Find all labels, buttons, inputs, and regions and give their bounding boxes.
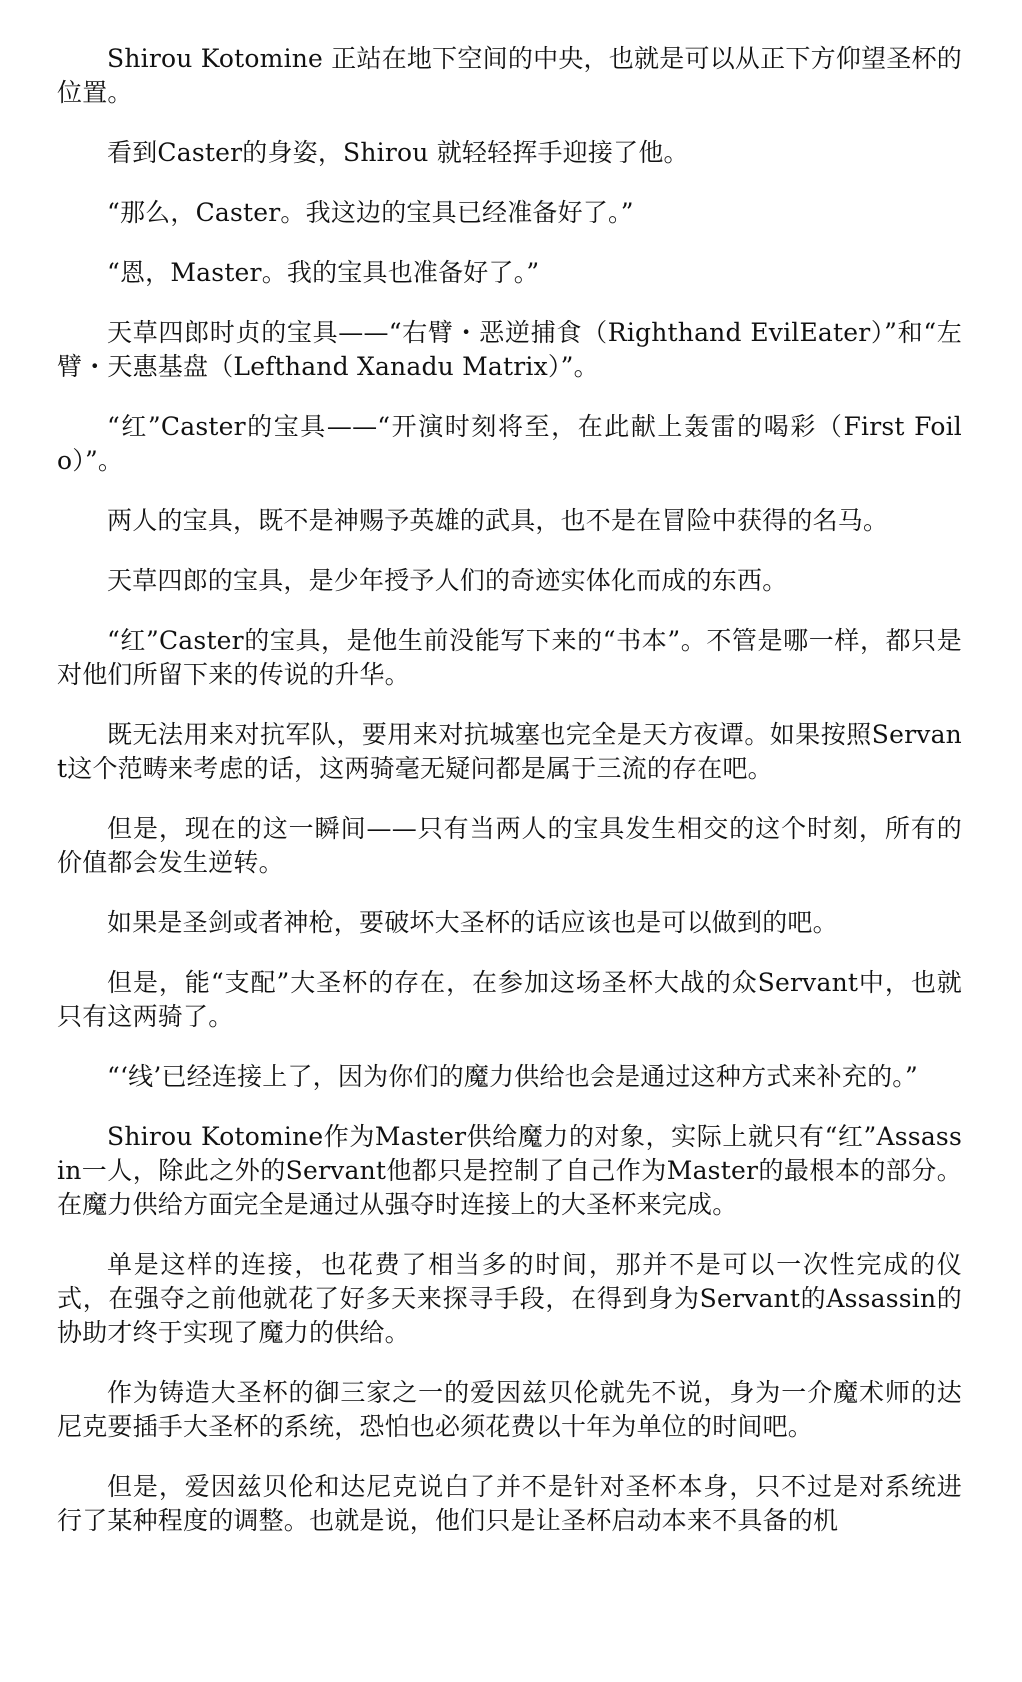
paragraph: “恩，Master。我的宝具也准备好了。” bbox=[107, 258, 540, 287]
paragraph: Shirou Kotomine作为Master供给魔力的对象，实际上就只有“红”Assassin一人，除此之外的Servant他都只是控制了自己作为Master的最根本的部分。在魔力供给方面完全是通过从强夺时连接上的大圣杯来完成。 bbox=[57, 1122, 962, 1219]
paragraph: 如果是圣剑或者神枪，要破坏大圣杯的话应该也是可以做到的吧。 bbox=[107, 908, 838, 937]
paragraph: 单是这样的连接，也花费了相当多的时间，那并不是可以一次性完成的仪式，在强夺之前他就花了好多天来探寻手段，在得到身为Servant的Assassin的协助才终于实现了魔力的供给。 bbox=[57, 1250, 962, 1347]
paragraph: “红”Caster的宝具——“开演时刻将至，在此献上轰雷的喝彩（First Foilo）”。 bbox=[57, 412, 962, 475]
paragraph: 但是，爱因兹贝伦和达尼克说白了并不是针对圣杯本身，只不过是对系统进行了某种程度的调整。也就是说，他们只是让圣杯启动本来不具备的机 bbox=[57, 1472, 962, 1535]
paragraph: 但是，现在的这一瞬间——只有当两人的宝具发生相交的这个时刻，所有的价值都会发生逆转。 bbox=[57, 814, 962, 877]
document-page bbox=[57, 42, 962, 1564]
paragraph: 两人的宝具，既不是神赐予英雄的武具，也不是在冒险中获得的名马。 bbox=[107, 506, 889, 535]
paragraph: 看到Caster的身姿，Shirou 就轻轻挥手迎接了他。 bbox=[107, 138, 689, 167]
paragraph: “红”Caster的宝具，是他生前没能写下来的“书本”。不管是哪一样，都只是对他们所留下来的传说的升华。 bbox=[57, 626, 962, 689]
paragraph: 天草四郎的宝具，是少年授予人们的奇迹实体化而成的东西。 bbox=[107, 566, 788, 595]
paragraph: 但是，能“支配”大圣杯的存在，在参加这场圣杯大战的众Servant中，也就只有这两骑了。 bbox=[57, 968, 962, 1031]
paragraph: 作为铸造大圣杯的御三家之一的爱因兹贝伦就先不说，身为一介魔术师的达尼克要插手大圣杯的系统，恐怕也必须花费以十年为单位的时间吧。 bbox=[57, 1378, 962, 1441]
paragraph: “‘线’已经连接上了，因为你们的魔力供给也会是通过这种方式来补充的。” bbox=[107, 1062, 918, 1091]
paragraph: “那么，Caster。我这边的宝具已经准备好了。” bbox=[107, 198, 634, 227]
paragraph: 天草四郎时贞的宝具——“右臂・恶逆捕食（Righthand EvilEater）”和“左臂・天惠基盘（Lefthand Xanadu Matrix）”。 bbox=[57, 318, 962, 381]
paragraph: 既无法用来对抗军队，要用来对抗城塞也完全是天方夜谭。如果按照Servant这个范畴来考虑的话，这两骑毫无疑问都是属于三流的存在吧。 bbox=[57, 720, 962, 783]
paragraph: Shirou Kotomine 正站在地下空间的中央，也就是可以从正下方仰望圣杯的位置。 bbox=[57, 44, 962, 107]
